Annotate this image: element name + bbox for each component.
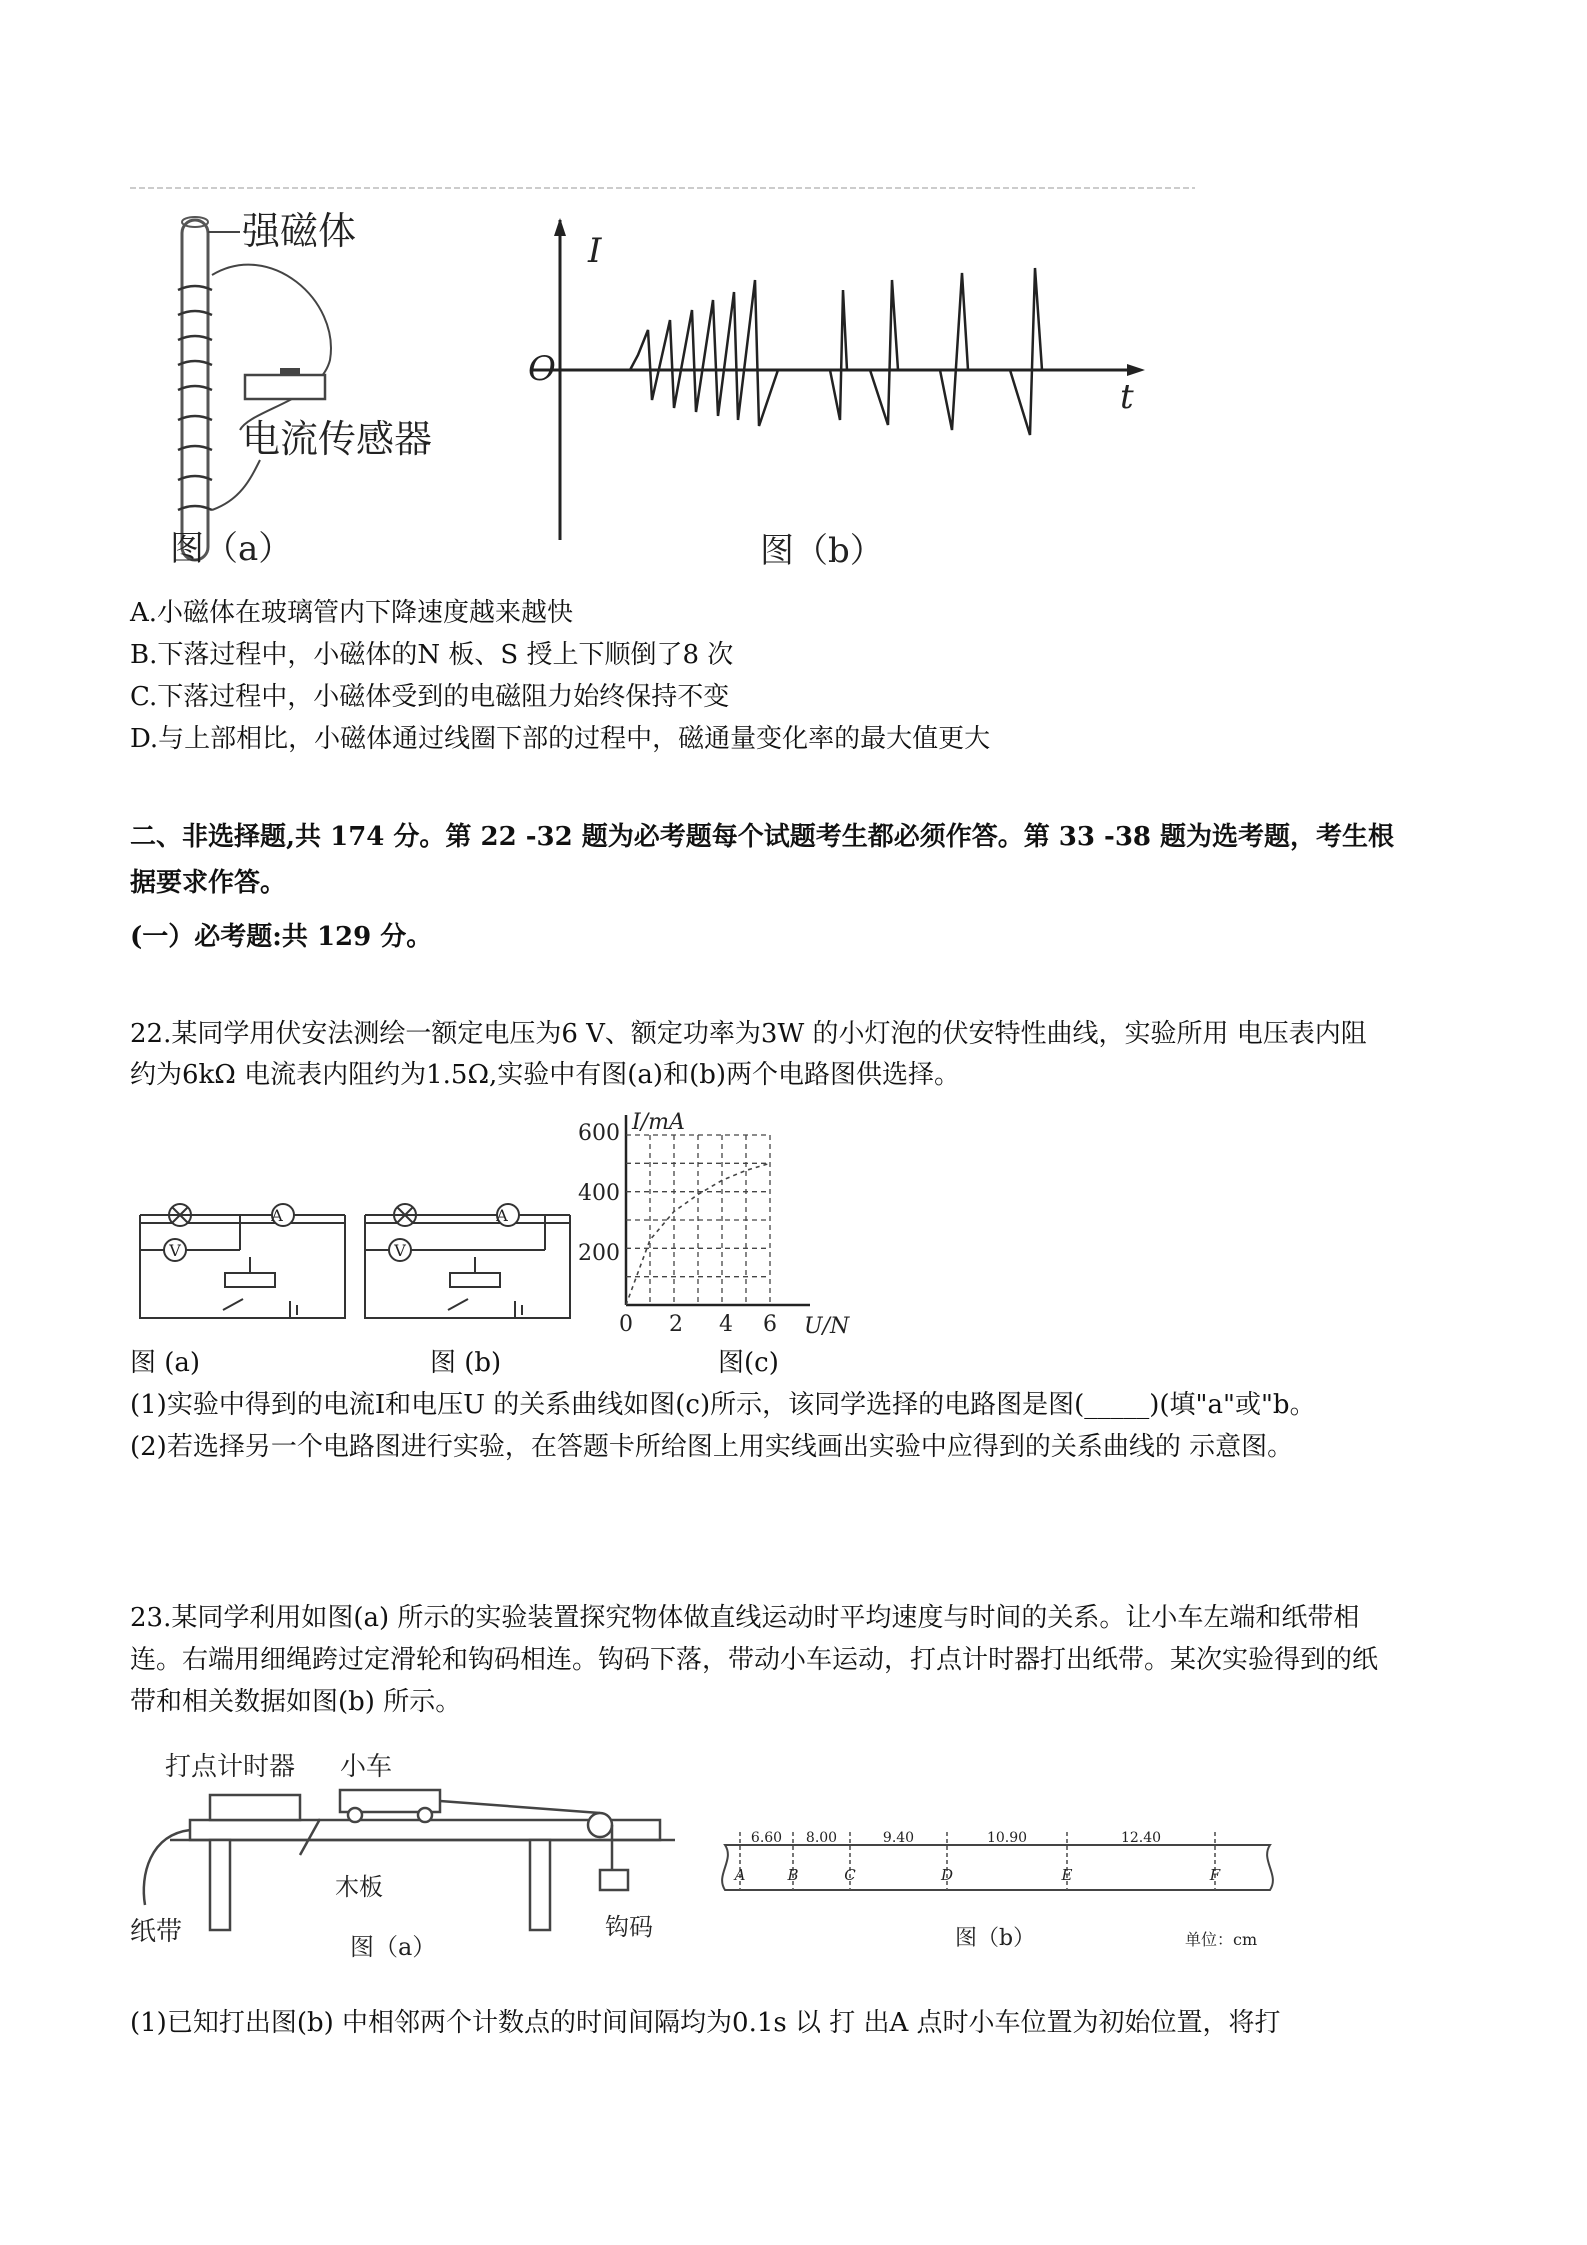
- unit-label: 单位：cm: [1185, 1930, 1258, 1949]
- q22-part1: (1)实验中得到的电流I和电压U 的关系曲线如图(c)所示，该同学选择的电路图是图(_____)(填"a"或"b。: [130, 1390, 1316, 1420]
- option-d: D.与上部相比，小磁体通过线圈下部的过程中，磁通量变化率的最大值更大: [130, 724, 991, 754]
- current-signal: [630, 268, 1080, 435]
- tape-segment-label: 12.40: [1120, 1830, 1162, 1846]
- weight: [600, 1870, 628, 1890]
- tape-segment-label: 8.00: [805, 1830, 838, 1846]
- board-label: 木板: [335, 1873, 383, 1901]
- tape-label: 纸带: [130, 1917, 183, 1947]
- tape-figure: [715, 1820, 1280, 1960]
- sensor-label: 电流传感器: [242, 417, 433, 461]
- table-leg-right: [530, 1840, 550, 1930]
- pulley: [588, 1813, 612, 1837]
- table-leg-left: [210, 1840, 230, 1930]
- q23-stem: 23.某同学利用如图(a) 所示的实验装置探究物体做直线运动时平均速度与时间的关系。让小车左端和纸带相: [130, 1603, 1360, 1633]
- tape-point-label: A: [734, 1866, 746, 1884]
- circuit-b: [365, 1204, 570, 1319]
- svg-text:V: V: [394, 1241, 406, 1260]
- q22-stem: 22.某同学用伏安法测绘一额定电压为6 V、额定功率为3W 的小灯泡的伏安特性曲线，实验所用 电压表内阻: [130, 1019, 1367, 1049]
- option-a: A.小磁体在玻璃管内下降速度越来越快: [130, 598, 574, 628]
- current-time-graph: [528, 218, 1145, 571]
- caption-apparatus: 图（a）: [350, 1933, 437, 1960]
- option-b: B.下落过程中，小磁体的N 板、S 授上下顺倒了8 次: [130, 640, 734, 670]
- tape-segment-label: 10.90: [986, 1830, 1028, 1846]
- q22-part2: (2)若选择另一个电路图进行实验，在答题卡所给图上用实线画出实验中应得到的关系曲线的 示意图。: [130, 1432, 1294, 1462]
- weight-label: 钩码: [605, 1913, 653, 1941]
- svg-text:A: A: [271, 1206, 283, 1225]
- tape-point-label: F: [1209, 1866, 1221, 1884]
- tape-segment-label: 9.40: [882, 1830, 915, 1846]
- timer-label: 打点计时器: [165, 1752, 296, 1782]
- iv-xtick-6: 6: [763, 1312, 777, 1337]
- svg-text:I: I: [588, 231, 602, 271]
- q23-stem-cont2: 带和相关数据如图(b) 所示。: [130, 1687, 462, 1717]
- iv-graph: [570, 1105, 850, 1340]
- iv-xtick-4: 4: [719, 1312, 733, 1337]
- magnet-label: 强磁体: [242, 209, 357, 253]
- tape-strip: [722, 1845, 1273, 1890]
- section-heading-cont: 据要求作答。: [130, 868, 287, 898]
- timer: [210, 1795, 300, 1820]
- q23-stem-cont: 连。右端用细绳跨过定滑轮和钩码相连。钩码下落，带动小车运动，打点计时器打出纸带。某次实验得到的纸: [130, 1645, 1379, 1675]
- option-c: C.下落过程中，小磁体受到的电磁阻力始终保持不变: [130, 682, 730, 712]
- apparatus-figure: [130, 1745, 690, 1960]
- figure-magnet-current: [130, 180, 1210, 580]
- tape-point-label: B: [787, 1866, 799, 1884]
- glass-tube: [182, 220, 208, 560]
- iv-xtick-2: 2: [669, 1312, 683, 1337]
- svg-text:V: V: [169, 1241, 181, 1260]
- section-heading: 二、非选择题,共 174 分。第 22 -32 题为必考题每个试题考生都必须作答。第 33 -38 题为选考题，考生根: [130, 822, 1395, 852]
- svg-text:A: A: [496, 1206, 508, 1225]
- tape-segment-label: 6.60: [750, 1830, 783, 1846]
- svg-text:t: t: [1120, 377, 1134, 417]
- iv-ytick-400: 400: [578, 1181, 620, 1206]
- iv-ytick-200: 200: [578, 1241, 620, 1266]
- sub-heading: (一）必考题:共 129 分。: [130, 922, 433, 952]
- tape-point-label: E: [1061, 1866, 1073, 1884]
- caption-fig1a: 图（a）: [170, 529, 293, 569]
- iv-y-label: I/mA: [632, 1110, 685, 1135]
- q22-stem-cont: 约为6kΩ 电流表内阻约为1.5Ω,实验中有图(a)和(b)两个电路图供选择。: [130, 1060, 961, 1090]
- sensor-box: [245, 375, 325, 399]
- caption-graph-c: 图(c): [718, 1348, 779, 1378]
- iv-grid: [626, 1135, 770, 1305]
- caption-fig1b: 图（b）: [760, 531, 884, 571]
- iv-x-label: U/N: [804, 1314, 850, 1339]
- svg-text:O: O: [528, 349, 556, 389]
- circuit-a: [140, 1204, 345, 1319]
- caption-circuit-a: 图 (a): [130, 1348, 201, 1378]
- q23-part1: (1)已知打出图(b) 中相邻两个计数点的时间间隔均为0.1s 以 打 出A 点时小车位置为初始位置，将打: [130, 2008, 1281, 2038]
- iv-xtick-0: 0: [619, 1312, 633, 1337]
- tape-point-label: D: [940, 1866, 954, 1884]
- cart-label: 小车: [340, 1752, 393, 1782]
- iv-ytick-600: 600: [578, 1121, 620, 1146]
- caption-circuit-b: 图 (b): [430, 1348, 502, 1378]
- caption-tape: 图（b）: [955, 1926, 1036, 1951]
- tape-point-label: C: [844, 1866, 856, 1884]
